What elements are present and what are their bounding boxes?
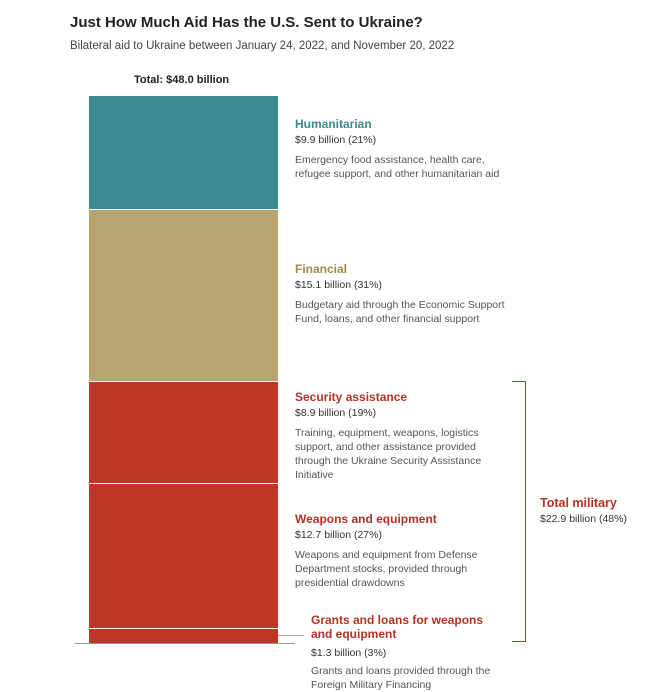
segment-label-humanitarian	[295, 117, 499, 181]
segment-amount: $1.3 billion (3%)	[311, 647, 387, 659]
segment-label-weapons-and-equipment	[295, 512, 478, 590]
military-total-label	[540, 496, 627, 525]
segment-name: Grants and loans for weapons and equipment	[311, 613, 484, 641]
bar-segment-security-assistance	[89, 381, 278, 483]
bar-segment-financial	[89, 209, 278, 381]
segment-label-security-assistance	[295, 390, 481, 482]
segment-description: Budgetary aid through the Economic Support Fund, loans, and other financial support	[295, 299, 505, 325]
segment-label-financial	[295, 262, 505, 326]
segment-amount: $9.9 billion (21%)	[295, 134, 377, 146]
military-total-name: Total military	[540, 496, 617, 510]
segment-name: Financial	[295, 262, 348, 276]
segment-name: Humanitarian	[295, 117, 372, 131]
military-total-amount: $22.9 billion (48%)	[540, 513, 627, 525]
segment-amount: $12.7 billion (27%)	[295, 529, 382, 541]
segment-name: Weapons and equipment	[295, 512, 437, 526]
segment-label-grants-and-loans	[311, 613, 490, 692]
segment-description: Emergency food assistance, health care, refugee support, and other humanitarian aid	[295, 154, 500, 180]
military-bracket	[512, 381, 526, 642]
bar-segment-humanitarian	[89, 96, 278, 209]
segment-description: Grants and loans provided through the Foreign Military Financing	[311, 665, 491, 691]
bar-segment-weapons-and-equipment	[89, 483, 278, 628]
chart-title: Just How Much Aid Has the U.S. Sent to Ukraine?	[70, 14, 423, 31]
segment-amount: $8.9 billion (19%)	[295, 407, 377, 419]
segment-name: Security assistance	[295, 390, 408, 404]
bar-segment-grants-and-loans	[89, 628, 278, 643]
total-label: Total: $48.0 billion	[134, 74, 230, 86]
segment-amount: $15.1 billion (31%)	[295, 279, 382, 291]
grants-leader-line	[278, 635, 304, 636]
baseline	[75, 643, 295, 644]
segment-description: Training, equipment, weapons, logistics support, and other assistance provided through the Ukraine Security Assistance Initiative	[295, 427, 482, 481]
chart-subtitle: Bilateral aid to Ukraine between January 24, 2022, and November 20, 2022	[70, 40, 455, 52]
segment-description: Weapons and equipment from Defense Department stocks, provided through presidential drawdowns	[295, 549, 478, 589]
